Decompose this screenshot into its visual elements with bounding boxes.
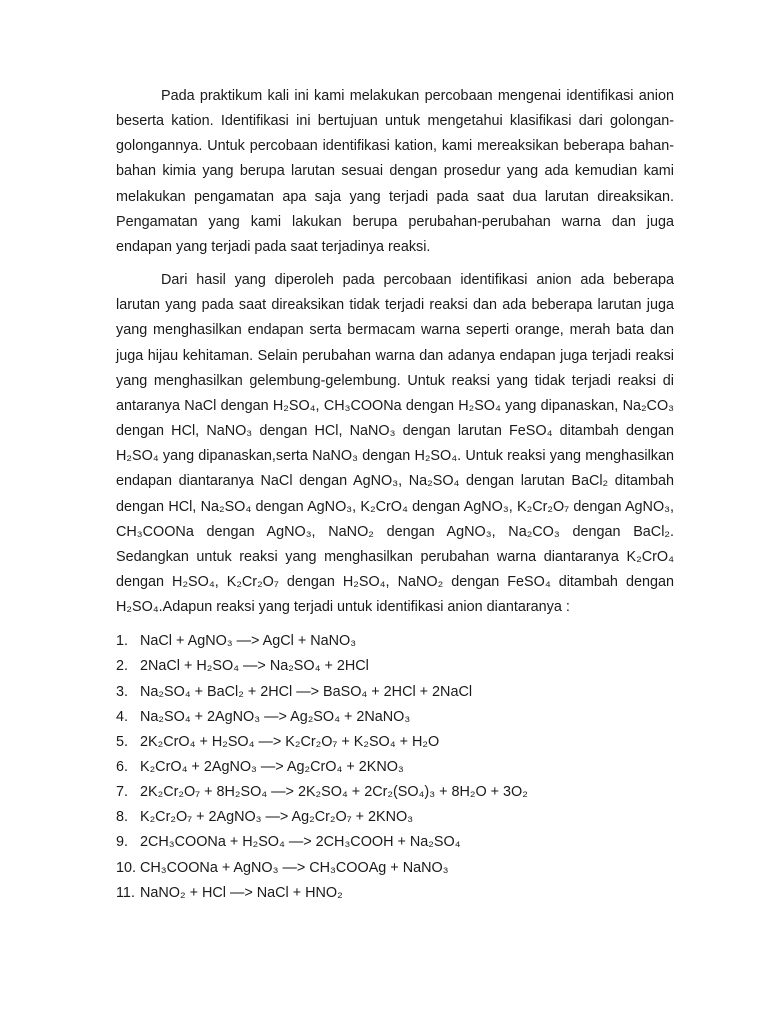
reaction-equation: CH₃COONa + AgNO₃ —> CH₃COOAg + NaNO₃ [140,859,449,876]
list-item [116,705,674,730]
list-item [116,805,674,830]
reaction-list [116,629,674,906]
paragraph-results: Dari hasil yang diperoleh pada percobaan identifikasi anion ada beberapa larutan yang pada saat direaksikan tidak terjadi reaksi dan ada beberapa larutan juga yang menghasilkan endapan serta bermacam warna seperti orange, merah bata dan juga hijau kehitaman. Selain perubahan warna dan adanya endapan juga terjadi reaksi yang menghasilkan gelembung-gelembung. Untuk reaksi yang tidak terjadi reaksi di antaranya NaCl dengan H₂SO₄, CH₃COONa dengan H₂SO₄ yang dipanaskan, Na₂CO₃ dengan HCl, NaNO₃ dengan HCl, NaNO₃ dengan larutan FeSO₄ ditambah dengan H₂SO₄ yang dipanaskan,serta NaNO₃ dengan H₂SO₄. Untuk reaksi yang menghasilkan endapan diantaranya NaCl dengan AgNO₃, Na₂SO₄ dengan larutan BaCl₂ ditambah dengan HCl, Na₂SO₄ dengan AgNO₃, K₂CrO₄ dengan AgNO₃, K₂Cr₂O₇ dengan AgNO₃, CH₃COONa dengan AgNO₃, NaNO₂ dengan AgNO₃, Na₂CO₃ dengan BaCl₂. Sedangkan untuk reaksi yang menghasilkan perubahan warna diantaranya K₂CrO₄ dengan H₂SO₄, K₂Cr₂O₇ dengan H₂SO₄, NaNO₂ dengan FeSO₄ ditambah dengan H₂SO₄.Adapun reaksi yang terjadi untuk identifikasi anion diantaranya : [116,272,674,616]
document-page [116,84,674,906]
list-item-number: 10. [116,859,137,876]
reaction-equation: NaCl + AgNO₃ —> AgCl + NaNO₃ [140,633,357,650]
list-item-number: 9. [116,834,129,851]
reaction-equation: 2NaCl + H₂SO₄ —> Na₂SO₄ + 2HCl [140,658,369,675]
list-item-number: 6. [116,758,129,775]
list-item [116,881,674,906]
list-item-number: 4. [116,708,129,725]
list-item-number: 8. [116,809,129,826]
list-item [116,830,674,855]
list-item [116,629,674,654]
reaction-equation: K₂CrO₄ + 2AgNO₃ —> Ag₂CrO₄ + 2KNO₃ [140,758,404,775]
list-item [116,654,674,679]
reaction-equation: NaNO₂ + HCl —> NaCl + HNO₂ [140,884,343,901]
list-item [116,780,674,805]
reaction-equation: Na₂SO₄ + BaCl₂ + 2HCl —> BaSO₄ + 2HCl + 2NaCl [140,683,473,700]
reaction-equation: K₂Cr₂O₇ + 2AgNO₃ —> Ag₂Cr₂O₇ + 2KNO₃ [140,809,414,826]
list-item-number: 2. [116,658,129,675]
reaction-equation: 2CH₃COONa + H₂SO₄ —> 2CH₃COOH + Na₂SO₄ [140,834,461,851]
list-item [116,856,674,881]
list-item-number: 1. [116,633,129,650]
list-item-number: 3. [116,683,129,700]
list-item-number: 5. [116,733,129,750]
list-item [116,755,674,780]
reaction-equation: Na₂SO₄ + 2AgNO₃ —> Ag₂SO₄ + 2NaNO₃ [140,708,411,725]
list-item [116,730,674,755]
list-item-number: 7. [116,784,129,801]
reaction-equation: 2K₂Cr₂O₇ + 8H₂SO₄ —> 2K₂SO₄ + 2Cr₂(SO₄)₃ + 8H₂O + 3O₂ [140,784,528,801]
list-item-number: 11. [116,884,135,901]
list-item [116,680,674,705]
paragraph-intro: Pada praktikum kali ini kami melakukan percobaan mengenai identifikasi anion beserta kation. Identifikasi ini bertujuan untuk mengetahui klasifikasi dari golongan-golongannya. Untuk percobaan identifikasi kation, kami mereaksikan beberapa bahan-bahan kimia yang berupa larutan sesuai dengan prosedur yang ada kemudian kami melakukan pengamatan apa saja yang terjadi pada saat dua larutan direaksikan. Pengamatan yang kami lakukan berupa perubahan-perubahan warna dan juga endapan yang terjadi pada saat terjadinya reaksi. [116,88,674,255]
reaction-equation: 2K₂CrO₄ + H₂SO₄ —> K₂Cr₂O₇ + K₂SO₄ + H₂O [140,733,440,750]
